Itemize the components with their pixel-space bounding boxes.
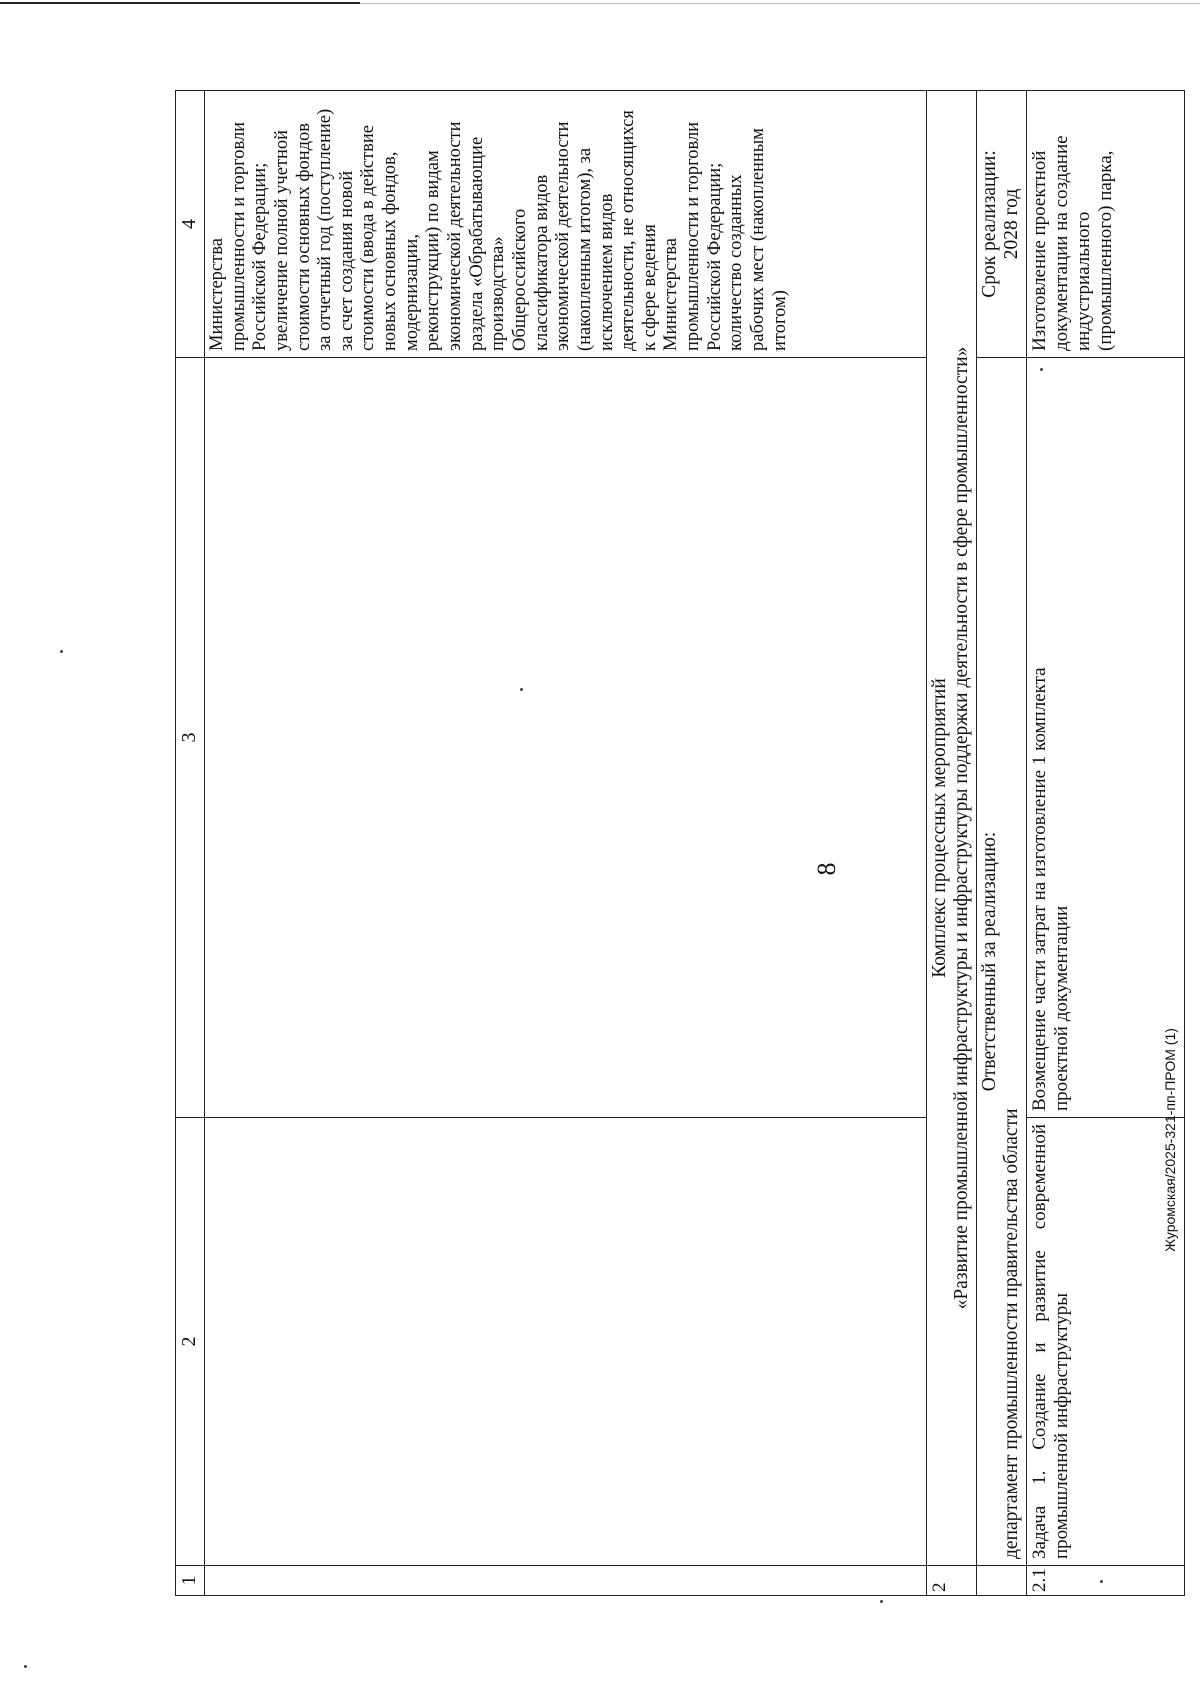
- responsible-row: [976, 91, 1026, 1596]
- row-2-1-task: Задача 1. Создание и развитие современной промышленной инфраструктуры: [1026, 1118, 1184, 1566]
- indicator-line: модернизации,: [401, 234, 422, 351]
- indicator-line: увеличение полной учетной: [271, 129, 292, 351]
- scan-speck: [24, 1665, 27, 1668]
- indicator-line: деятельности, не относящихся: [618, 110, 639, 351]
- row-2-1-measure: Возмещение части затрат на изготовление 1 комплекта проектной документации: [1026, 358, 1184, 1118]
- scan-top-edge-faint: [360, 3, 1200, 4]
- indicator-line: классификатора видов: [531, 174, 552, 351]
- indicator-line: промышленности и торговли: [683, 121, 704, 351]
- scan-speck: [1040, 368, 1043, 371]
- responsible-cell: [976, 358, 1026, 1566]
- indicator-line: стоимости основных фондов: [293, 123, 314, 351]
- indicator-line: за счет создания новой: [336, 170, 357, 351]
- indicator-line: промышленности и торговли: [228, 121, 249, 351]
- indicator-line: рабочих мест (накопленным: [748, 128, 769, 351]
- row-2-1-result: Изготовление проектной документации на создание индустриального (промышленного) парка,: [1026, 91, 1184, 358]
- indicator-line: количество созданных: [726, 174, 747, 351]
- continuation-measure-cell: [205, 358, 927, 1118]
- continuation-number-cell: [205, 1566, 927, 1596]
- scan-speck: [1100, 1580, 1103, 1583]
- indicator-line: Министерства: [207, 238, 227, 351]
- indicator-line: итогом): [769, 290, 790, 351]
- header-col-4: 4: [176, 91, 205, 358]
- row-2-1-number: 2.1: [1026, 1566, 1184, 1596]
- indicator-line: производства»: [488, 236, 509, 351]
- indicator-line: за отчетный год (поступление): [315, 108, 336, 351]
- header-col-2: 2: [176, 1118, 205, 1566]
- rotated-table-container: [175, 91, 1185, 1596]
- header-col-1: 1: [176, 1566, 205, 1596]
- header-col-3: 3: [176, 358, 205, 1118]
- program-table: [175, 90, 1185, 1596]
- scan-speck: [60, 650, 63, 653]
- complex-title-cell: [927, 91, 977, 1566]
- responsible-spacer-cell: [976, 1566, 1026, 1596]
- scan-speck: [520, 688, 523, 691]
- indicator-line: (накопленным итогом), за: [574, 147, 595, 351]
- document-footer: Журомская/2025-321-пп-ПРОМ (1): [1162, 1028, 1178, 1252]
- complex-title-line1: Комплекс процессных мероприятий: [929, 678, 950, 978]
- indicator-line: реконструкции) по видам: [423, 150, 444, 351]
- indicators-cell: [205, 91, 927, 358]
- indicator-line: новых основных фондов,: [380, 151, 401, 351]
- responsible-label: Ответственный за реализацию:: [978, 831, 1000, 1092]
- indicator-line: Российской Федерации;: [704, 162, 725, 351]
- term-cell: [976, 91, 1026, 358]
- indicator-line: экономической деятельности: [445, 121, 466, 351]
- indicator-line: стоимости (ввода в действие: [358, 125, 379, 351]
- indicator-line: экономической деятельности: [553, 121, 574, 351]
- complex-title-line2: «Развитие промышленной инфраструктуры и инфраструктуры поддержки деятельности в сфере промышленности»: [951, 346, 973, 1310]
- indicator-line: Общероссийского: [509, 208, 530, 351]
- indicator-line: Российской Федерации;: [250, 162, 271, 351]
- indicator-line: к сфере ведения: [639, 224, 660, 351]
- page-number: 8: [812, 862, 841, 876]
- continuation-row: [205, 91, 927, 1596]
- indicator-line: Министерства: [661, 238, 682, 351]
- scan-speck: [880, 1600, 883, 1603]
- header-row: [176, 91, 205, 1596]
- scan-top-edge: [0, 2, 360, 4]
- complex-number: 2: [927, 1566, 977, 1596]
- indicator-line: исключением видов: [596, 193, 617, 351]
- complex-title-row: [927, 91, 977, 1596]
- term-label: Срок реализации:: [978, 150, 1000, 298]
- continuation-task-cell: [205, 1118, 927, 1566]
- indicator-line: раздела «Обрабатывающие: [466, 136, 487, 351]
- responsible-value: департамент промышленности правительства области: [1001, 1108, 1023, 1559]
- term-value: 2028 год: [1001, 188, 1023, 260]
